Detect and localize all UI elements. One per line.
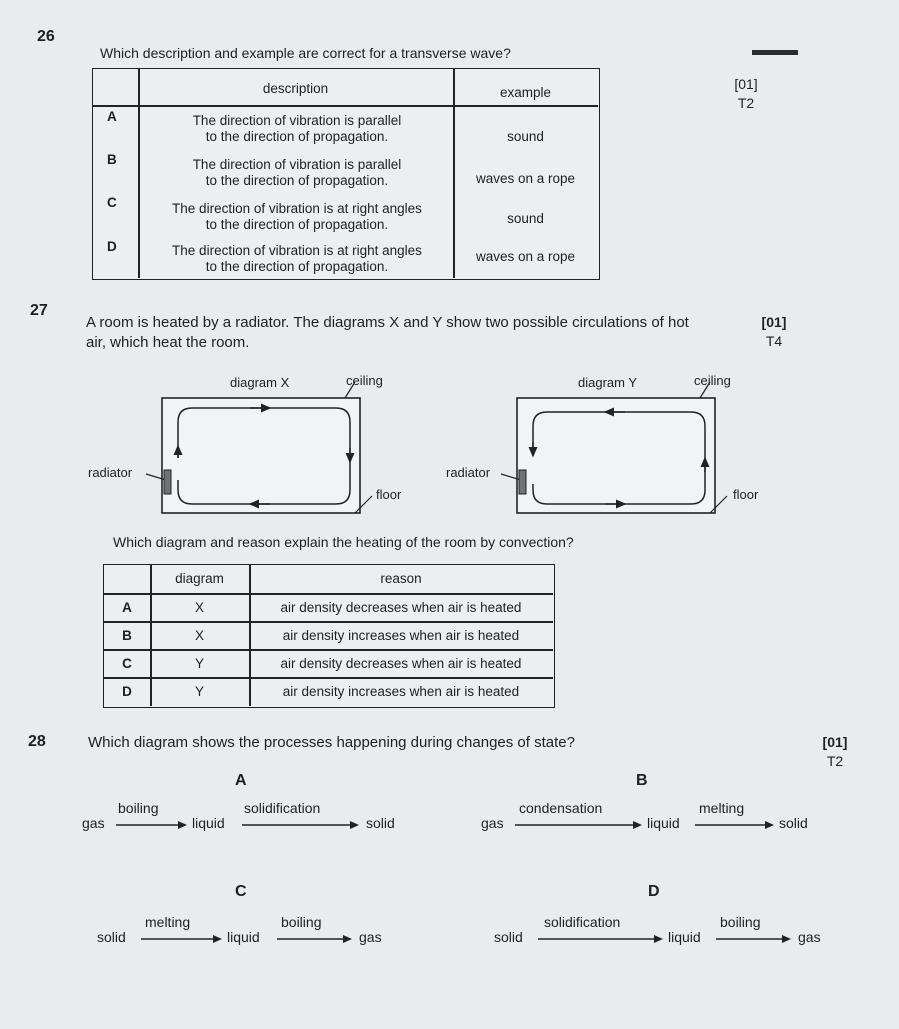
q26-row-b-line2: to the direction of propagation.: [205, 173, 389, 188]
q26-row-d-line1: The direction of vibration is at right angles: [172, 243, 422, 258]
q28-a-state-2: liquid: [192, 815, 225, 831]
q26-row-c-line2: to the direction of propagation.: [205, 217, 389, 232]
diagram-x-title: diagram X: [230, 375, 290, 390]
q28-option-a: [82, 800, 422, 840]
q27-marks: [752, 313, 796, 351]
q28-option-c-letter: C: [235, 883, 247, 900]
q27-number: 27: [30, 302, 48, 319]
q27-header-reason: reason: [380, 571, 422, 586]
q27-row-a-letter: A: [122, 600, 132, 615]
diagram-x-floor-label: floor: [376, 487, 402, 502]
q27-row-a-diagram: X: [194, 600, 204, 615]
q26-row-c-letter: C: [107, 195, 117, 210]
q28-d-state-2: liquid: [668, 929, 701, 945]
q26-row-c-line1: The direction of vibration is at right angles: [172, 201, 422, 216]
diagram-x-ceiling-pointer: [345, 382, 355, 398]
q26-row-d-letter: D: [107, 239, 117, 254]
q28-b-arrow-2: [695, 820, 775, 830]
q27-row-b-reason: air density increases when air is heated: [282, 628, 520, 643]
q27-row-c-reason: air density decreases when air is heated: [280, 656, 522, 671]
q28-option-c: [97, 914, 397, 954]
diagram-y-floor-label: floor: [733, 487, 759, 502]
q26-row-d-example: waves on a rope: [475, 249, 576, 264]
q28-marks-value: [01]: [822, 734, 848, 750]
q28-b-arrow-1: [515, 820, 643, 830]
q28-c-arrow-1: [141, 934, 223, 944]
diagram-y-room: [517, 398, 715, 513]
q26-header-example: example: [499, 85, 552, 100]
q26-row-b-example: waves on a rope: [475, 171, 576, 186]
q27-row-d-letter: D: [122, 684, 132, 699]
q26-topic: T2: [737, 95, 755, 111]
redacted-bar: [752, 50, 798, 55]
q26-row-a-line1: The direction of vibration is parallel: [192, 113, 402, 128]
q27-topic: T4: [765, 333, 783, 349]
q27-question-line1: A room is heated by a radiator. The diagrams X and Y show two possible circulations of hot: [86, 314, 689, 331]
q28-c-process-2: boiling: [281, 914, 322, 930]
q27-row-d-reason: air density increases when air is heated: [282, 684, 520, 699]
q28-option-b: [481, 800, 841, 840]
q26-marks: [726, 75, 766, 113]
q26-row-b-line1: The direction of vibration is parallel: [192, 157, 402, 172]
q28-a-arrow-1: [116, 820, 188, 830]
q27-row-b-letter: B: [122, 628, 132, 643]
q27-header-diagram: diagram: [175, 571, 224, 586]
q28-c-state-1: solid: [97, 929, 126, 945]
diagram-y-radiator: [519, 470, 526, 494]
q26-marks-value: [01]: [734, 76, 758, 92]
diagram-y: [495, 380, 735, 520]
q28-c-state-2: liquid: [227, 929, 260, 945]
q26-header-divider: [93, 105, 598, 107]
q28-option-d: [494, 914, 854, 954]
diagram-x-radiator: [164, 470, 171, 494]
q27-sub-question: Which diagram and reason explain the heating of the room by convection?: [113, 534, 574, 550]
q28-question: Which diagram shows the processes happening during changes of state?: [88, 734, 575, 751]
q26-table: [92, 68, 600, 280]
q26-row-b-description: [141, 157, 453, 189]
q27-row-d-diagram: Y: [194, 684, 204, 699]
diagram-y-ceiling-label: ceiling: [694, 373, 731, 388]
q28-d-process-2: boiling: [720, 914, 761, 930]
q26-row-a-description: [141, 113, 453, 145]
diagram-x-room: [162, 398, 360, 513]
q27-question: [86, 313, 689, 353]
diagram-x-ceiling-label: ceiling: [346, 373, 383, 388]
diagram-y-radiator-label: radiator: [446, 465, 491, 480]
q28-a-state-3: solid: [366, 815, 395, 831]
q27-row-a-reason: air density decreases when air is heated: [280, 600, 522, 615]
diagram-x-radiator-label: radiator: [88, 465, 133, 480]
q28-b-process-1: condensation: [519, 800, 603, 816]
q28-a-process-2: solidification: [244, 800, 321, 816]
q26-row-a-letter: A: [107, 109, 117, 124]
q28-option-b-letter: B: [636, 772, 648, 789]
q28-a-state-1: gas: [82, 815, 105, 831]
q26-row-c-description: [141, 201, 453, 233]
q28-d-state-1: solid: [494, 929, 523, 945]
q28-c-process-1: melting: [145, 914, 191, 930]
q28-d-process-1: solidification: [544, 914, 621, 930]
q27-marks-value: [01]: [761, 314, 787, 330]
q27-row-c-diagram: Y: [194, 656, 204, 671]
q26-col-divider-1: [138, 69, 140, 278]
q26-row-d-line2: to the direction of propagation.: [205, 259, 389, 274]
q26-question: Which description and example are correct for a transverse wave?: [100, 45, 511, 61]
diagram-x: [140, 380, 380, 520]
q26-row-a-line2: to the direction of propagation.: [205, 129, 389, 144]
q28-b-state-2: liquid: [647, 815, 680, 831]
q26-number: 26: [37, 28, 55, 45]
q26-row-b-letter: B: [107, 152, 117, 167]
diagram-y-title: diagram Y: [578, 375, 638, 390]
q28-d-state-3: gas: [798, 929, 821, 945]
q28-b-process-2: melting: [699, 800, 745, 816]
q28-b-state-1: gas: [481, 815, 504, 831]
q28-option-d-letter: D: [648, 883, 660, 900]
q28-option-a-letter: A: [235, 772, 247, 789]
q26-header-description: description: [262, 81, 329, 96]
q28-a-arrow-2: [242, 820, 360, 830]
q27-row-b-diagram: X: [194, 628, 204, 643]
diagram-y-ceiling-pointer: [700, 382, 710, 398]
q28-a-process-1: boiling: [118, 800, 159, 816]
q28-topic: T2: [826, 753, 844, 769]
q28-c-state-3: gas: [359, 929, 382, 945]
q26-row-c-example: sound: [507, 211, 544, 226]
q27-table: [103, 564, 555, 708]
q28-b-state-3: solid: [779, 815, 808, 831]
q27-question-line2: air, which heat the room.: [86, 334, 250, 351]
q27-row-c-letter: C: [122, 656, 132, 671]
q28-d-arrow-1: [538, 934, 664, 944]
q28-c-arrow-2: [277, 934, 353, 944]
q28-number: 28: [28, 733, 46, 750]
q28-marks: [812, 733, 858, 771]
q26-row-a-example: sound: [507, 129, 544, 144]
q28-d-arrow-2: [716, 934, 792, 944]
q26-row-d-description: [141, 243, 453, 275]
